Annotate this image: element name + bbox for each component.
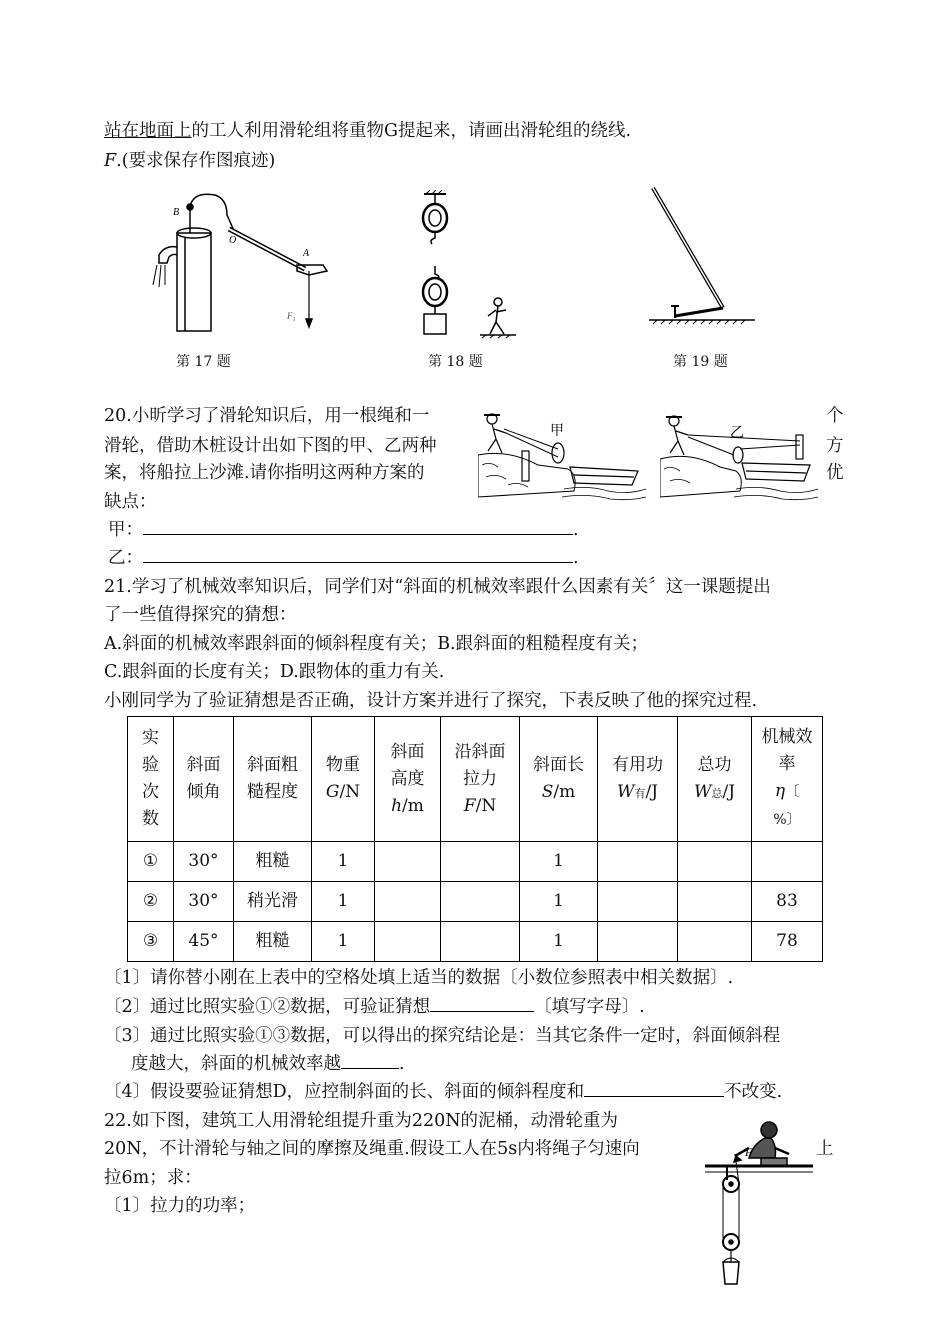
q20-line-2-end: 方	[826, 436, 844, 456]
yi-label: 乙：	[108, 548, 143, 568]
table-row: ③ 45° 粗糙 1 1 78	[128, 922, 823, 962]
figure-20-yi	[660, 405, 820, 501]
blank-cell[interactable]	[598, 842, 678, 882]
q21-line-5: 小刚同学为了验证猜想是否正确，设计方案并进行了探究，下表反映了他的探究过程.	[104, 691, 758, 711]
intro-line-1	[104, 119, 631, 143]
figure-20-jia	[478, 405, 648, 501]
caption-19: 第 19 题	[673, 354, 728, 370]
label-f: F	[745, 1145, 753, 1159]
header-total-work: 总功 W总/J	[678, 717, 752, 842]
experiment-table	[127, 716, 823, 962]
blank-cell[interactable]	[375, 922, 441, 962]
label-f1: F₁	[287, 311, 296, 321]
blank-cell[interactable]	[375, 842, 441, 882]
blank-cell[interactable]	[678, 922, 752, 962]
q22-line-3: 拉6m；求：	[104, 1168, 202, 1188]
intro-f: F	[104, 151, 117, 171]
q20-line-2: 滑轮，借助木桩设计出如下图的甲、乙两种	[104, 436, 437, 456]
label-a: A	[303, 248, 310, 259]
worker-body	[488, 306, 506, 334]
q21-line-3: A.斜面的机械效率跟斜面的倾斜程度有关；B.跟斜面的粗糙程度有关；	[104, 634, 649, 654]
yi-answer-blank[interactable]	[143, 562, 573, 563]
blank-cell[interactable]	[441, 922, 520, 962]
q21-sub-3b: 度越大，斜面的机械效率越 .	[131, 1054, 405, 1074]
q20-line-1: 20.小昕学习了滑轮知识后，用一根绳和一	[104, 406, 430, 426]
header-weight: 物重 G/N	[312, 717, 375, 842]
header-height: 斜面 高度 h/m	[375, 717, 441, 842]
q22-line-2-end: 上	[816, 1139, 834, 1159]
table-header-row	[128, 717, 823, 842]
figure-19-lever	[645, 180, 760, 330]
movable-pulley-icon	[423, 278, 447, 306]
q21-sub-4: 〔4〕假设要验证猜想D，应控制斜面的长、斜面的倾斜程度和 不改变.	[104, 1082, 783, 1102]
intro-line-2-rest: .(要求保存作图痕迹)	[116, 151, 276, 171]
label-o: O	[229, 235, 237, 246]
blank-cell[interactable]	[678, 842, 752, 882]
header-useful-work: 有用功 W有/J	[598, 717, 678, 842]
blank-cell[interactable]	[678, 882, 752, 922]
sub3-answer-blank[interactable]	[341, 1068, 399, 1069]
figure-18-pulleys	[410, 190, 520, 340]
q20-yi-line	[108, 546, 579, 570]
figure-17-pump	[145, 185, 345, 335]
person-body	[488, 424, 506, 453]
q21-sub-3a: 〔3〕通过比照实验①③数据，可以得出的探究结论是：当其它条件一定时，斜面倾斜程	[104, 1026, 781, 1046]
header-pull-force: 沿斜面 拉力 F/N	[441, 717, 520, 842]
weight-g	[424, 314, 446, 334]
stake-yi	[796, 435, 803, 459]
worker-head	[761, 1122, 777, 1138]
table-row: ① 30° 粗糙 1 1	[128, 842, 823, 882]
sub2-answer-blank[interactable]	[430, 1011, 534, 1012]
jia-label: 甲：	[108, 520, 143, 540]
caption-18: 第 18 题	[428, 354, 483, 370]
blank-cell[interactable]	[598, 922, 678, 962]
q22-line-2: 20N，不计滑轮与轴之间的摩擦及绳重.假设工人在5s内将绳子匀速向	[104, 1139, 640, 1159]
fixed-pulley-icon	[423, 204, 447, 232]
q21-line-2: 了一些值得探究的猜想：	[104, 605, 297, 625]
blank-cell[interactable]	[375, 882, 441, 922]
header-efficiency: 机械效 率 η〔 %〕	[752, 717, 823, 842]
q21-sub-2: 〔2〕通过比照实验①②数据，可验证猜想 〔填写字母〕.	[104, 997, 645, 1017]
pump-spout	[159, 247, 177, 263]
pump-arm	[190, 194, 235, 233]
blank-cell[interactable]	[441, 842, 520, 882]
intro-rest: 的工人利用滑轮组将重物G提起来，请画出滑轮组的绕线.	[191, 121, 632, 141]
worker-head	[494, 298, 502, 306]
q20-line-4: 缺点：	[104, 492, 157, 512]
worker-torso	[749, 1138, 776, 1158]
q22-line-1: 22.如下图，建筑工人用滑轮组提升重为220N的泥桶，动滑轮重为	[104, 1111, 619, 1131]
header-trial: 实 验 次 数	[128, 717, 174, 842]
q21-line-4: C.跟斜面的长度有关；D.跟物体的重力有关.	[104, 662, 445, 682]
caption-17: 第 17 题	[176, 354, 231, 370]
header-angle: 斜面 倾角	[174, 717, 234, 842]
label-jia: 甲	[550, 423, 564, 439]
blank-cell[interactable]	[598, 882, 678, 922]
intro-line-2	[104, 149, 275, 173]
jia-answer-blank[interactable]	[143, 534, 573, 535]
blank-cell[interactable]	[752, 842, 823, 882]
sub4-answer-blank[interactable]	[584, 1096, 724, 1097]
label-b: B	[173, 207, 180, 218]
q22-line-4: 〔1〕拉力的功率；	[104, 1196, 256, 1216]
intro-underlined: 站在地面上	[104, 121, 192, 141]
q20-line-1-end: 个	[826, 406, 844, 426]
q20-jia-line	[108, 518, 579, 542]
q20-line-3: 案，将船拉上沙滩.请你指明这两种方案的	[104, 463, 425, 483]
yi-end: .	[573, 548, 579, 568]
q20-line-3-end: 优	[826, 463, 844, 483]
q21-line-1: 21.学习了机械效率知识后，同学们对“斜面的机械效率跟什么因素有关〞这一课题提出	[104, 577, 771, 597]
mud-bucket	[723, 1262, 739, 1284]
header-length: 斜面长 S/m	[520, 717, 598, 842]
pulley-jia	[552, 443, 564, 463]
q21-sub-1: 〔1〕请你替小刚在上表中的空格处填上适当的数据〔小数位参照表中相关数据〕.	[104, 968, 734, 988]
table-row: ② 30° 稍光滑 1 1 83	[128, 882, 823, 922]
jia-end: .	[573, 520, 579, 540]
header-roughness: 斜面粗 糙程度	[234, 717, 312, 842]
figure-22-builder	[705, 1118, 815, 1290]
blank-cell[interactable]	[441, 882, 520, 922]
label-yi: 乙	[730, 425, 744, 441]
pump-body	[177, 233, 211, 331]
